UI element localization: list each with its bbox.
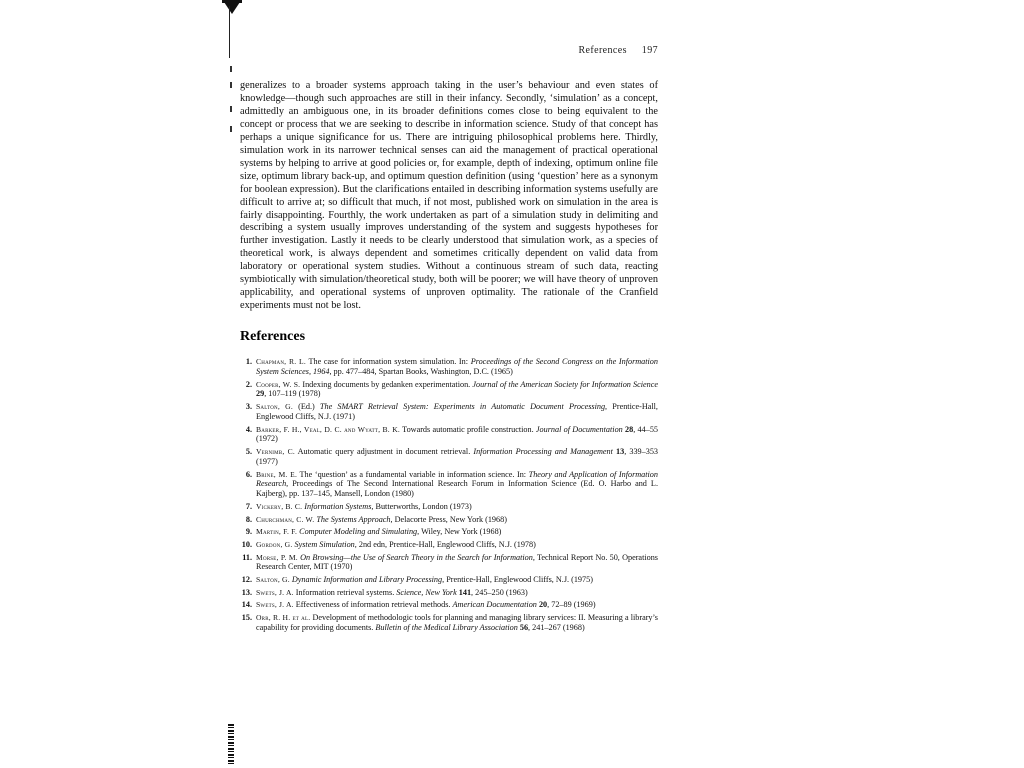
reference-title: System Simulation	[294, 539, 355, 549]
reference-author: Orr, R. H. et al.	[256, 613, 311, 623]
reference-details: , Delacorte Press, New York (1968)	[390, 514, 507, 524]
reference-item	[240, 600, 658, 610]
reference-details: , 241–267 (1968)	[528, 622, 585, 632]
reference-title: Information Processing and Management	[473, 447, 613, 457]
reference-number: 9.	[245, 527, 252, 537]
scan-tick	[230, 106, 232, 112]
body-text	[240, 80, 658, 313]
reference-text: The ‘question’ as a fundamental variable in information science. In:	[297, 469, 529, 479]
reference-details: , Proceedings of The Second International Research Forum in Information Science (Ed. O. Harbo and L. Kajberg), pp. 137–145, Mansell, London (1980)	[256, 479, 658, 499]
reference-item	[240, 575, 658, 585]
reference-details: , Butterworths, London (1973)	[371, 501, 472, 511]
reference-item	[240, 357, 658, 377]
running-head	[240, 44, 658, 58]
reference-details: , pp. 477–484, Spartan Books, Washington, D.C. (1965)	[329, 366, 513, 376]
reference-details: , Prentice-Hall, Englewood Cliffs, N.J. (1971)	[256, 402, 658, 421]
reference-author: Churchman, C. W.	[256, 514, 315, 524]
reference-author: Vickery, B. C.	[256, 501, 303, 511]
reference-author: Brine, M. E.	[256, 469, 298, 479]
reference-item	[240, 515, 658, 525]
reference-details: , 72–89 (1969)	[547, 600, 596, 610]
reference-text: Development of methodologic tools for planning and managing library services: II. Measuring a library’s capability for providing documents.	[256, 613, 658, 632]
reference-author: Vernimb, C.	[256, 447, 295, 457]
reference-item	[240, 402, 658, 422]
reference-volume: 141	[456, 587, 472, 597]
reference-details: , 2nd edn, Prentice-Hall, Englewood Cliffs, N.J. (1978)	[354, 539, 536, 549]
reference-title: Bulletin of the Medical Library Association	[375, 622, 518, 632]
reference-details: , Wiley, New York (1968)	[417, 527, 502, 537]
reference-text: Automatic query adjustment in document retrieval.	[294, 447, 474, 457]
scan-barcode-mark	[228, 724, 234, 764]
reference-text: Information retrieval systems.	[293, 587, 397, 597]
reference-volume: 20	[536, 600, 548, 610]
book-page	[240, 44, 658, 636]
reference-number: 5.	[245, 447, 252, 457]
reference-details: , Prentice-Hall, Englewood Cliffs, N.J. (1975)	[442, 575, 593, 585]
reference-title: Theory and Application of Information Research	[256, 469, 658, 489]
reference-text: Effectiveness of information retrieval methods.	[293, 600, 453, 610]
reference-item	[240, 527, 658, 537]
reference-title: Computer Modeling and Simulating	[299, 527, 418, 537]
reference-author: Swets, J. A.	[256, 587, 294, 597]
reference-title: The Systems Approach	[316, 514, 391, 524]
reference-volume: 28	[622, 424, 634, 434]
reference-number: 2.	[245, 379, 252, 389]
reference-number: 3.	[245, 402, 252, 412]
reference-number: 8.	[245, 514, 252, 524]
reference-text: Towards automatic profile construction.	[400, 424, 536, 434]
reference-author: Martin, F. F.	[256, 527, 298, 537]
reference-number: 10.	[241, 539, 252, 549]
reference-title: On Browsing—the Use of Search Theory in the Search for Information	[300, 552, 533, 562]
reference-volume: 56	[517, 622, 529, 632]
reference-title: The SMART Retrieval System: Experiments in Automatic Document Processing	[319, 402, 606, 412]
reference-item	[240, 447, 658, 467]
reference-number: 7.	[245, 501, 252, 511]
reference-title: Dynamic Information and Library Processing	[291, 575, 443, 585]
reference-item	[240, 470, 658, 499]
reference-number: 15.	[241, 613, 252, 623]
reference-list	[240, 357, 658, 633]
body-paragraph: generalizes to a broader systems approach taking in the user’s behaviour and even states of knowledge—though such approaches are still in their infancy. Secondly, ‘simulation’ as a concept, admittedly an ambiguous one, in its broader definitions comes close to being equivalent to the concept or process that we are seeking to describe in information science. Study of that concept has perhaps a unique significance for us. There are intriguing philosophical problems here. Thirdly, simulation work in its narrower technical senses can aid the management of practical operational systems by helping to arrive at good policies or, for example, depth of indexing, optimum online file size, optimum library back-up, and optimum question definition (using ‘question’ here as a synonym for boolean expression). But the clarifications entailed in describing information systems usefully are difficult to arrive at; so difficult that much, if not most, published work on simulation in the area is fairly disappointing. Fourthly, the work undertaken as part of a simulation study in delimiting and describing a system usually improves understanding of the system and suggests hypotheses for further investigation. Lastly it needs to be clearly understood that simulation work, as a species of theoretical work, is always dependent and sometimes critically dependent on valid data from laboratory or operational system studies. Without a continuous stream of such data, reacting symbiotically with simulation/theoretical study, both will be poorer; we will have theory of unproven applicability, and operational systems of unproven optimality. The rationale of the Cranfield experiments must not be lost.	[240, 80, 658, 312]
reference-number: 4.	[245, 424, 252, 434]
reference-number: 13.	[241, 587, 252, 597]
reference-title: Science, New York	[396, 587, 457, 597]
reference-author: Barker, F. H., Veal, D. C. and Wyatt, B. K.	[256, 424, 401, 434]
reference-author: Swets, J. A.	[256, 600, 294, 610]
reference-item	[240, 502, 658, 512]
reference-title: Information Systems	[304, 501, 372, 511]
reference-title: Journal of Documentation	[535, 424, 623, 434]
reference-text: Indexing documents by gedanken experimentation.	[300, 379, 473, 389]
reference-number: 14.	[241, 600, 252, 610]
reference-number: 12.	[241, 575, 252, 585]
reference-number: 6.	[245, 469, 252, 479]
reference-number: 1.	[245, 357, 252, 367]
reference-item	[240, 588, 658, 598]
reference-details: , 339–353 (1977)	[256, 447, 659, 466]
reference-item	[240, 380, 658, 400]
reference-details: , 107–119 (1978)	[264, 389, 321, 399]
reference-title: Journal of the American Society for Information Science	[472, 379, 658, 389]
reference-item	[240, 425, 658, 445]
reference-text: The case for information system simulation. In:	[305, 357, 471, 367]
reference-title: American Documentation	[452, 600, 537, 610]
reference-author: Salton, G.	[256, 575, 290, 585]
scan-corner-mark	[224, 2, 240, 14]
reference-details: , 44–55 (1972)	[256, 424, 659, 444]
reference-title: Proceedings of the Second Congress on the Information System Sciences, 1964	[256, 357, 658, 376]
scan-tick	[230, 82, 232, 88]
reference-author: Morse, P. M.	[256, 552, 298, 562]
reference-details: , 245–250 (1963)	[471, 587, 528, 597]
reference-item	[240, 613, 658, 633]
references-heading: References	[240, 329, 306, 345]
reference-details: , Technical Report No. 50, Operations Research Center, MIT (1970)	[256, 552, 658, 572]
page-number: 197	[641, 45, 658, 56]
reference-author: Chapman, R. L.	[256, 357, 306, 367]
running-head-title: References	[578, 45, 627, 56]
reference-number: 11.	[242, 552, 252, 562]
reference-author: Gordon, G.	[256, 539, 293, 549]
reference-author: Salton, G.	[256, 402, 293, 412]
scan-tick	[230, 126, 232, 132]
reference-volume: 29	[256, 389, 265, 399]
reference-text: (Ed.)	[292, 402, 320, 412]
reference-volume: 13	[612, 447, 625, 457]
reference-item	[240, 540, 658, 550]
reference-item	[240, 553, 658, 573]
reference-author: Cooper, W. S.	[256, 379, 301, 389]
scan-tick	[230, 66, 232, 72]
scan-left-rule	[229, 6, 230, 58]
